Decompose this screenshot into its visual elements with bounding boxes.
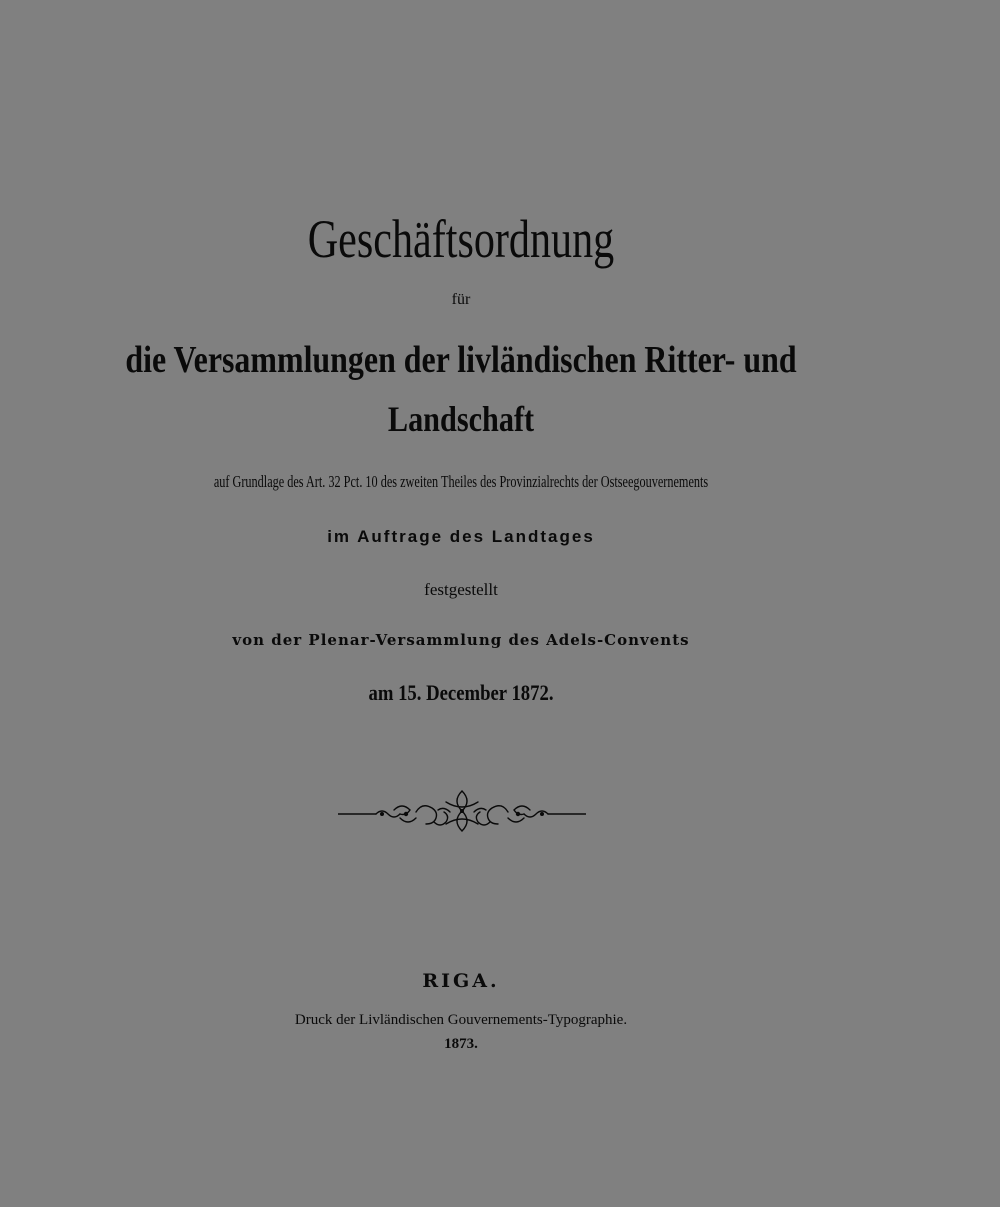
printer-line: Druck der Livländischen Gouvernements-Typographie. xyxy=(294,1012,628,1028)
established-line: festgestellt xyxy=(424,580,498,599)
page-title: Geschäftsordnung xyxy=(307,209,615,269)
assembly-line: von der Plenar-Versammlung des Adels-Convents xyxy=(232,631,690,649)
title-preposition: für xyxy=(451,291,471,308)
publication-year: 1873. xyxy=(444,1036,478,1052)
subtitle-line-2: Landschaft xyxy=(387,399,535,439)
commission-line: im Auftrage des Landtages xyxy=(327,527,595,546)
place-of-printing: RIGA. xyxy=(422,970,500,992)
legal-basis-line: auf Grundlage des Art. 32 Pct. 10 des zweiten Theiles des Provinzialrechts der Ostseegouvernements xyxy=(213,472,709,491)
decorative-flourish-icon xyxy=(338,788,586,834)
date-line: am 15. December 1872. xyxy=(368,680,554,705)
subtitle-line-1: die Versammlungen der livländischen Ritter- und xyxy=(125,339,797,381)
